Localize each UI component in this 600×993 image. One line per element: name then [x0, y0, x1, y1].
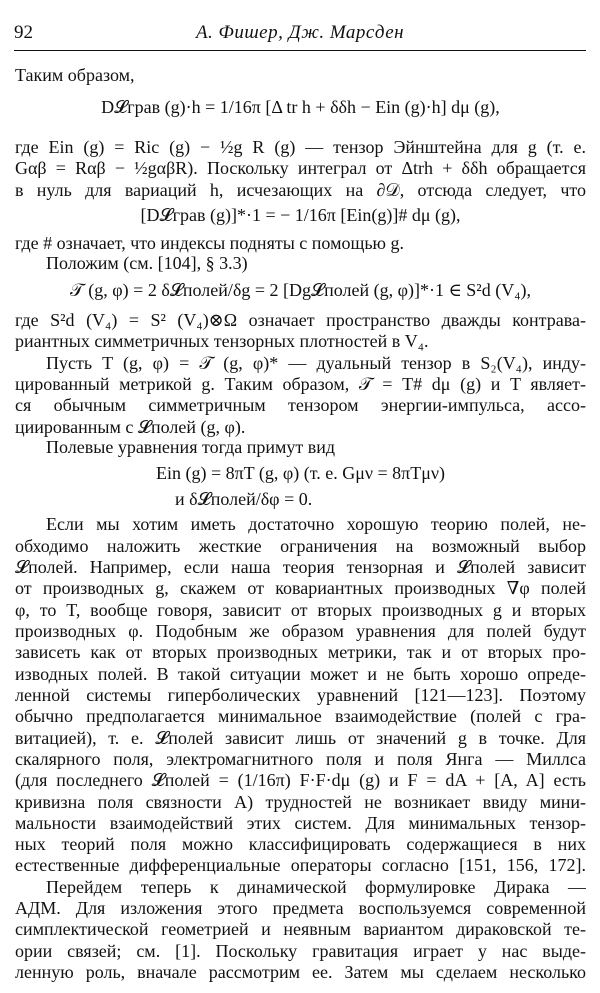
text-line: обычно предполагается минимальное взаимодействие (полей с гра- — [15, 706, 586, 727]
text-line: φ, то T, вообще говоря, зависит от вторых производных g и вторых — [15, 599, 586, 620]
text-line: Полевые уравнения тогда примут вид — [46, 437, 336, 458]
text-line: производных φ. Подобным же образом уравнения для полей будут — [15, 621, 586, 641]
text-line: витацией), т. е. 𝓛полей зависит лишь от значений g в точке. Для — [15, 727, 586, 748]
text-line: (для последнего 𝓛полей = (1/16π) F·F·dμ (g) и F = dA + [A, A] есть — [15, 770, 586, 791]
text-line: естественные дифференциальные операторы согласно [151, 156, 172]. — [15, 855, 586, 876]
text-line: 𝓛полей. Например, если наша теория тензорная и 𝓛полей зависит — [15, 557, 586, 577]
text-line: где Ein (g) = Ric (g) − ½g R (g) — тензор Эйнштейна для g (т. е. — [15, 136, 586, 157]
running-title: А. Фишер, Дж. Марсден — [195, 22, 405, 43]
text-line: скалярного поля, электромагнитного поля и поля Янга — Миллса — [15, 748, 586, 769]
text-line: Положим (см. [104], § 3.3) — [46, 253, 248, 274]
text-line: Gαβ = Rαβ − ½gαβR). Поскольку интеграл от Δtrh + δδh обращается — [15, 158, 586, 179]
text-line: Пусть T (g, φ) = 𝒯 (g, φ)* — дуальный тензор в S₂(V₄), инду- — [46, 352, 586, 373]
text-line: ленной системы гиперболических уравнений [121—123]. Поэтому — [15, 684, 586, 705]
text-line: где S²d (V₄) = S² (V₄)⊗Ω означает пространство дважды контрава- — [15, 310, 586, 331]
text-line: Если мы хотим иметь достаточно хорошую теорию полей, не- — [46, 514, 586, 535]
equation-line: Ein (g) = 8πT (g, φ) (т. е. Gμν = 8πTμν) — [155, 462, 446, 483]
text-line: обходимо наложить жесткие ограничения на возможный выбор — [15, 535, 586, 556]
text-line: ленную роль, вначале рассмотрим ее. Затем мы сделаем несколько — [15, 962, 586, 982]
text-line: в нуль для вариаций h, исчезающих на ∂𝒟, отсюда следует, что — [15, 179, 586, 200]
equation-line: и δ𝓛полей/δφ = 0. — [175, 488, 313, 509]
text-line: цированный метрикой g. Таким образом, 𝒯 = T# dμ (g) и T являет- — [15, 374, 586, 395]
text-line: где # означает, что индексы подняты с помощью g. — [15, 232, 404, 253]
text-line: кривизна поля связности A) трудностей не возникает ввиду мини- — [15, 791, 586, 812]
text-line: изводных полей. В такой ситуации может и не быть хорошо опреде- — [15, 663, 586, 684]
text-line: циированным с 𝓛полей (g, φ). — [15, 416, 246, 437]
text-line: Перейдем теперь к динамической формулировке Дирака — — [46, 876, 586, 897]
text-line: зависеть как от вторых производных метрики, так и от вторых про- — [15, 642, 586, 663]
text-line: ных теорий поля можно классифицировать содержащиеся в них — [15, 834, 586, 855]
text-line: АДМ. Для изложения этого предмета воспользуемся современной — [15, 898, 586, 919]
equation-line: 𝒯 (g, φ) = 2 δ𝓛полей/δg = 2 [Dg𝓛полей (g, φ)]*·1 ∈ S²d (V₄), — [70, 279, 531, 300]
equation-line: [D𝓛грав (g)]*·1 = − 1/16π [Ein(g)]# dμ (g), — [140, 205, 461, 226]
text-line: симплектической геометрией и неявным вариантом дираковской те- — [15, 919, 586, 940]
header-rule — [14, 50, 586, 51]
text-line: мальности взаимодействий этих систем. Для минимальных тензор- — [15, 812, 586, 833]
text-line: ся обычным симметричным тензором энергии-импульса, ассо- — [15, 395, 586, 416]
page-header — [14, 22, 586, 50]
equation-line: D𝓛грав (g)·h = 1/16π [Δ tr h + δδh − Ein (g)·h] dμ (g), — [101, 97, 500, 117]
text-line: от производных g, скажем от ковариантных производных ∇φ полей — [15, 578, 586, 599]
text-line: риантных симметричных тензорных плотностей в V₄. — [15, 331, 429, 352]
text-line: ории связей; см. [1]. Поскольку гравитация играет у нас выде- — [15, 940, 586, 961]
page-number: 92 — [14, 22, 33, 43]
text-line: Таким образом, — [15, 65, 135, 85]
